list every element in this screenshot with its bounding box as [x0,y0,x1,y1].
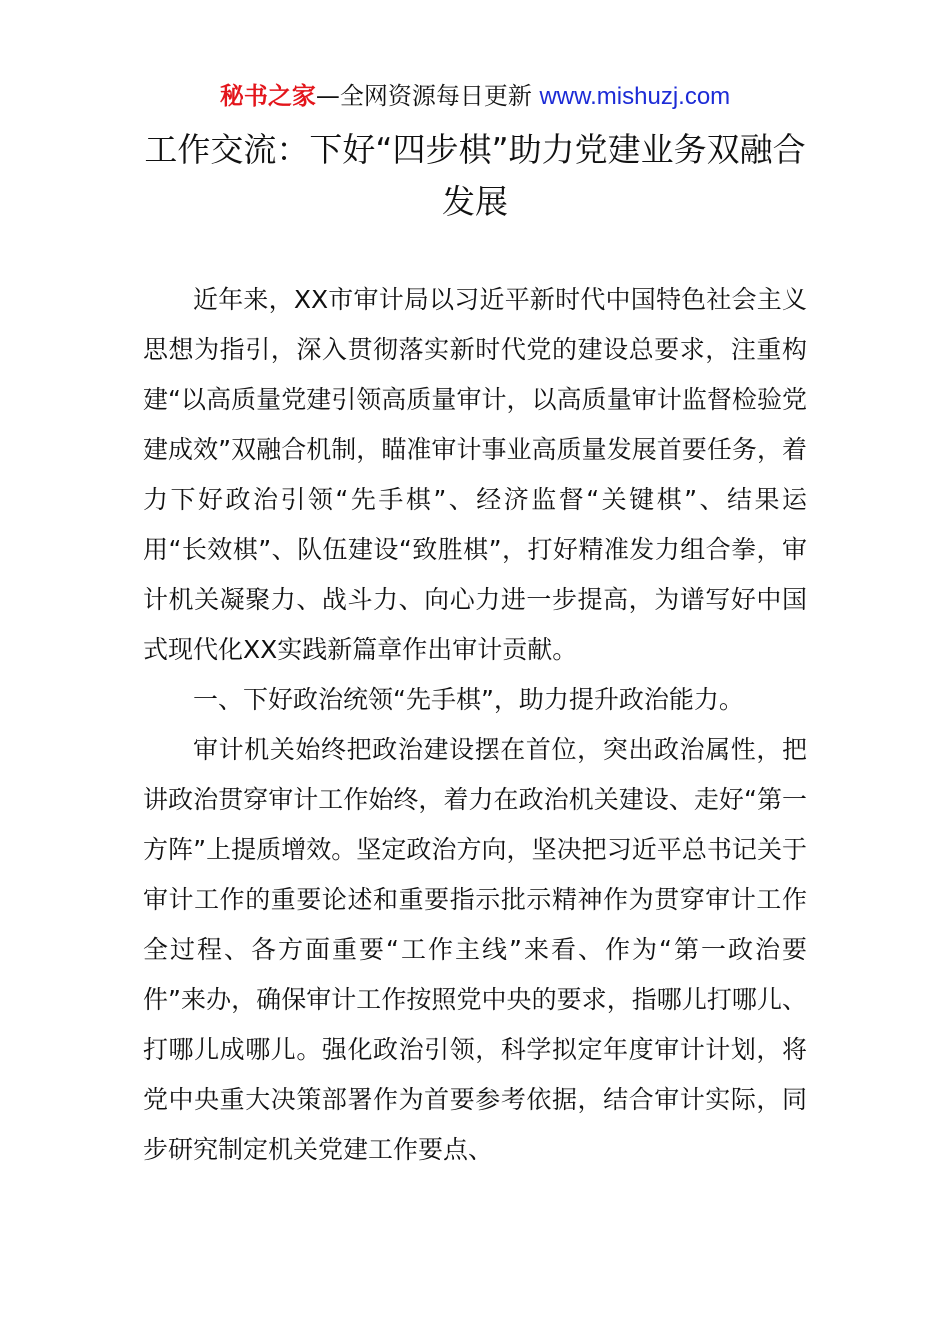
site-banner [0,78,950,115]
body-paragraph: 审计机关始终把政治建设摆在首位，突出政治属性，把讲政治贯穿审计工作始终，着力在政治机关建设、走好“第一方阵”上提质增效。坚定政治方向，坚决把习近平总书记关于审计工作的重要论述和重要指示批示精神作为贯穿审计工作全过程、各方面重要“工作主线”来看、作为“第一政治要件”来办，确保审计工作按照党中央的要求，指哪儿打哪儿、打哪儿成哪儿。强化政治引领，科学拟定年度审计计划，将党中央重大决策部署作为首要参考依据，结合审计实际，同步研究制定机关党建工作要点、 [143,735,807,1164]
section-heading: 一、下好政治统领“先手棋”，助力提升政治能力。 [193,685,744,714]
document-body [143,275,807,1175]
site-url-link[interactable]: www.mishuzj.com [539,83,731,110]
intro-paragraph: 近年来，XX市审计局以习近平新时代中国特色社会主义思想为指引，深入贯彻落实新时代党的建设总要求，注重构建“以高质量党建引领高质量审计，以高质量审计监督检验党建成效”双融合机制，瞄准审计事业高质量发展首要任务，着力下好政治引领“先手棋”、经济监督“关键棋”、结果运用“长效棋”、队伍建设“致胜棋”，打好精准发力组合拳，审计机关凝聚力、战斗力、向心力进一步提高，为谱写好中国式现代化XX实践新篇章作出审计贡献。 [143,285,807,664]
site-name: 秘书之家 [219,82,316,110]
document-title: 工作交流：下好“四步棋”助力党建业务双融合发展 [144,130,806,221]
site-tagline: —全网资源每日更新 [315,82,540,110]
